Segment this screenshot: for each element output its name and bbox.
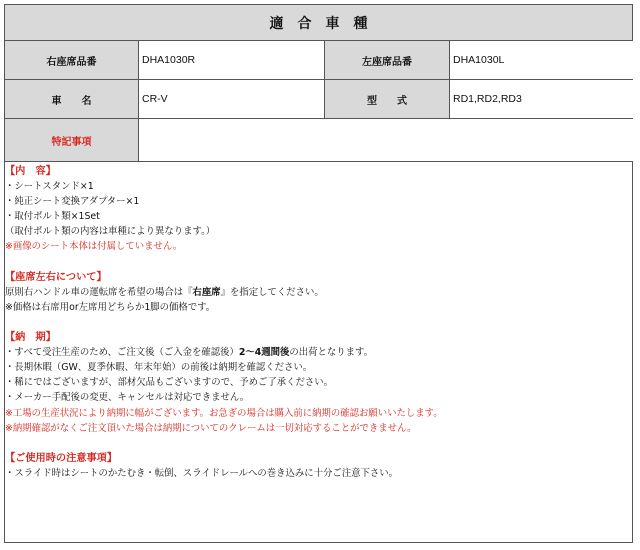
title-char: 種 [353,15,368,32]
title-char: 合 [297,15,312,32]
delivery-warning: ※工場の生産状況により納期に幅がございます。お急ぎの場合は購入前に納期の確認お願いいたします。 [5,407,443,419]
seat-side-text: 原則右ハンドル車の運転席を希望の場合は『 [5,286,193,298]
delivery-line [5,345,631,360]
car-name-label: 車 名 [5,80,139,119]
seat-side-text: 』を指定してください。 [220,286,324,298]
right-seat-label: 右座席品番 [5,41,139,80]
delivery-text: の出荷となります。 [289,347,373,359]
delivery-warning: ※納期確認がなくご注文頂いた場合は納期についてのクレームは一切対応することができません。 [5,422,417,434]
delivery-heading: 【納 期】 [5,332,56,344]
delivery-text: ・すべて受注生産のため、ご注文後（ご入金を確認後） [5,347,239,359]
seat-side-heading: 【座席左右について】 [5,271,107,283]
right-seat-value: DHA1030R [139,41,325,80]
list-item: ・純正シート変換アダプター×1 [5,196,140,208]
caution-heading: 【ご使用時の注意事項】 [5,452,118,464]
special-notes-value [139,119,633,162]
model-value: RD1,RD2,RD3 [450,80,633,119]
caution-line: ・スライド時はシートのかたむき・転倒、スライドレールへの巻き込みに十分ご注意下さい。 [5,467,399,479]
seat-side-line [5,285,631,300]
list-item: ・シートスタンド×1 [5,181,94,193]
page-title [263,13,375,33]
left-seat-label: 左座席品番 [325,41,450,80]
price-note: ※価格は右席用or左席用どちらか1脚の価格です。 [5,301,216,313]
list-item: ・長期休暇（GW、夏季休暇、年末年始）の前後は納期を確認ください。 [5,362,313,374]
delivery-emphasis: 2～4週間後 [238,347,290,359]
table-header [5,5,633,41]
list-item: ・取付ボルト類×1Set [5,211,100,223]
contents-heading: 【内 容】 [5,166,56,177]
product-notes [5,164,631,481]
list-item: ・稀にではございますが、部材欠品もございますので、予めご了承ください。 [5,377,333,389]
contents-warning: ※画像のシート本体は付属していません。 [5,241,183,253]
list-item: （取付ボルト類の内容は車種により異なります。） [5,226,216,238]
list-item: ・メーカー手配後の変更、キャンセルは対応できません。 [5,392,250,404]
left-seat-value: DHA1030L [450,41,633,80]
title-char: 適 [269,15,284,32]
car-name-value: CR-V [139,80,325,119]
seat-side-emphasis: 右座席 [192,286,221,298]
special-notes-label: 特記事項 [5,119,139,162]
title-char: 車 [325,15,340,32]
model-label: 型 式 [325,80,450,119]
